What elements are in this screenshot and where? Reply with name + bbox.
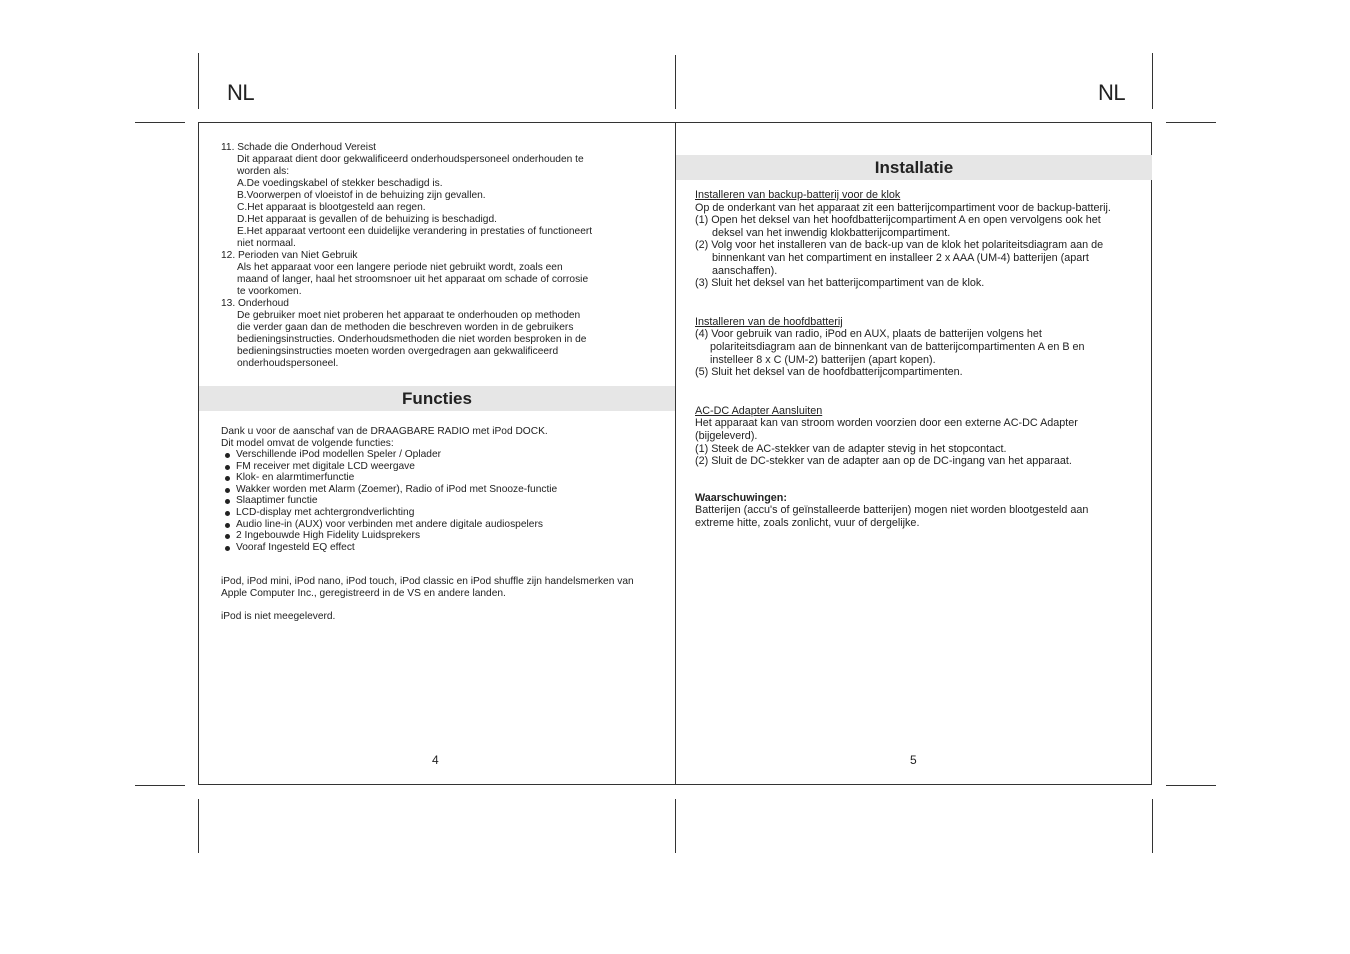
crop-mark	[135, 785, 185, 786]
crop-mark	[675, 55, 676, 109]
feature-list	[221, 449, 661, 553]
adapter-text	[695, 417, 1140, 467]
page-number-left: 4	[432, 753, 439, 767]
section-title-installatie: Installatie	[676, 155, 1152, 180]
adapter-line: Het apparaat kan van stroom worden voorzien door een externe AC-DC Adapter	[695, 417, 1078, 430]
maintenance-line: 13. Onderhoud	[221, 298, 289, 309]
maintenance-line: onderhoudspersoneel.	[237, 358, 339, 369]
feature-item: Audio line-in (AUX) voor verbinden met andere digitale audiospelers	[221, 519, 661, 531]
warning-line: extreme hitte, zoals zonlicht, vuur of dergelijke.	[695, 516, 920, 529]
maintenance-line: Als het apparaat voor een langere periode niet gebruikt wordt, zoals een	[237, 262, 563, 273]
main-battery-line: (5) Sluit het deksel van de hoofdbatterijcompartimenten.	[695, 366, 963, 379]
backup-battery-line: (1) Open het deksel van het hoofdbatterijcompartiment A en open vervolgens ook het	[695, 214, 1101, 227]
backup-battery-heading: Installeren van backup-batterij voor de klok	[695, 189, 901, 201]
crop-mark	[1166, 785, 1216, 786]
language-tag-left: NL	[227, 80, 255, 105]
feature-item: Vooraf Ingesteld EQ effect	[221, 542, 661, 554]
main-battery-heading: Installeren van de hoofdbatterij	[695, 315, 843, 328]
functies-content	[221, 426, 661, 623]
crop-mark	[1152, 53, 1153, 109]
feature-item: Wakker worden met Alarm (Zoemer), Radio of iPod met Snooze-functie	[221, 484, 661, 496]
maintenance-line: niet normaal.	[237, 238, 296, 249]
feature-item: Verschillende iPod modellen Speler / Oplader	[221, 449, 661, 461]
maintenance-line: E.Het apparaat vertoont een duidelijke verandering in prestaties of functioneert	[237, 226, 593, 237]
backup-battery-line: (3) Sluit het deksel van het batterijcompartiment van de klok.	[695, 277, 985, 290]
maintenance-line: worden als:	[237, 166, 290, 177]
feature-item: 2 Ingebouwde High Fidelity Luidsprekers	[221, 530, 661, 542]
language-tag-right: NL	[1098, 80, 1126, 105]
feature-item: FM receiver met digitale LCD weergave	[221, 461, 661, 473]
maintenance-line: C.Het apparaat is blootgesteld aan regen.	[237, 202, 426, 213]
page-number-right: 5	[910, 753, 917, 767]
main-battery-text	[695, 328, 1140, 378]
backup-battery-line: aanschaffen).	[712, 264, 778, 277]
crop-mark	[135, 122, 185, 123]
maintenance-line: De gebruiker moet niet proberen het apparaat te onderhouden op methoden	[237, 310, 581, 321]
crop-mark	[198, 799, 199, 853]
adapter-line: (bijgeleverd).	[695, 429, 758, 442]
warning-line: Batterijen (accu's of geïnstalleerde batterijen) mogen niet worden blootgesteld aan	[695, 504, 1089, 517]
maintenance-line: 11. Schade die Onderhoud Vereist	[221, 142, 376, 153]
maintenance-line: bedieningsinstructies. Onderhoudsmethoden die niet worden besproken in de	[237, 334, 587, 345]
maintenance-line: Dit apparaat dient door gekwalificeerd onderhoudspersoneel onderhouden te	[237, 154, 584, 165]
trademark-line: Apple Computer Inc., geregistreerd in de VS en andere landen.	[221, 588, 506, 600]
main-battery-line: polariteitsdiagram aan de binnenkant van de batterijcompartimenten A en B en	[710, 340, 1085, 353]
maintenance-line: D.Het apparaat is gevallen of de behuizing is beschadigd.	[237, 214, 497, 225]
installatie-content	[695, 189, 1140, 529]
maintenance-list	[221, 142, 661, 370]
adapter-line: (2) Sluit de DC-stekker van de adapter aan op de DC-ingang van het apparaat.	[695, 455, 1072, 468]
trademark-line: iPod, iPod mini, iPod nano, iPod touch, iPod classic en iPod shuffle zijn handelsmerken van	[221, 576, 634, 588]
backup-battery-line: Op de onderkant van het apparaat zit een batterijcompartiment voor de backup-batterij.	[695, 201, 1111, 214]
warning-heading: Waarschuwingen:	[695, 491, 787, 504]
feature-item: Klok- en alarmtimerfunctie	[221, 472, 661, 484]
crop-mark	[675, 799, 676, 853]
intro-line: Dank u voor de aanschaf van de DRAAGBARE RADIO met iPod DOCK.	[221, 426, 548, 437]
main-battery-line: instelleer 8 x C (UM-2) batterijen (apart kopen).	[710, 353, 936, 366]
feature-item: LCD-display met achtergrondverlichting	[221, 507, 661, 519]
backup-battery-text	[695, 202, 1140, 290]
maintenance-line: maand of langer, haal het stroomsnoer uit het apparaat om schade of corrosie	[237, 274, 589, 285]
maintenance-line: te voorkomen.	[237, 286, 302, 297]
backup-battery-line: deksel van het inwendig klokbatterijcompartiment.	[712, 226, 951, 239]
maintenance-line: die verder gaan dan de methoden die beschreven worden in de gebruikers	[237, 322, 574, 333]
backup-battery-line: binnenkant van het compartiment en installeer 2 x AAA (UM-4) batterijen (apart	[712, 251, 1089, 264]
not-included-note: iPod is niet meegeleverd.	[221, 611, 336, 623]
backup-battery-line: (2) Volg voor het installeren van de back-up van de klok het polariteitsdiagram aan de	[695, 239, 1104, 252]
crop-mark	[1166, 122, 1216, 123]
adapter-heading: AC-DC Adapter Aansluiten	[695, 404, 823, 417]
main-battery-line: (4) Voor gebruik van radio, iPod en AUX, plaats de batterijen volgens het	[695, 328, 1042, 341]
maintenance-line: bedieningsinstructies moeten worden overgedragen aan gekwalificeerd	[237, 346, 559, 357]
feature-item: Slaaptimer functie	[221, 495, 661, 507]
maintenance-line: A.De voedingskabel of stekker beschadigd is.	[237, 178, 443, 189]
crop-mark	[198, 53, 199, 109]
adapter-line: (1) Steek de AC-stekker van de adapter stevig in het stopcontact.	[695, 442, 1007, 455]
section-title-functies: Functies	[199, 386, 675, 411]
crop-mark	[1152, 799, 1153, 853]
maintenance-line: 12. Perioden van Niet Gebruik	[221, 250, 358, 261]
page-divider	[675, 122, 676, 785]
intro-line: Dit model omvat de volgende functies:	[221, 438, 394, 449]
maintenance-line: B.Voorwerpen of vloeistof in de behuizing zijn gevallen.	[237, 190, 486, 201]
